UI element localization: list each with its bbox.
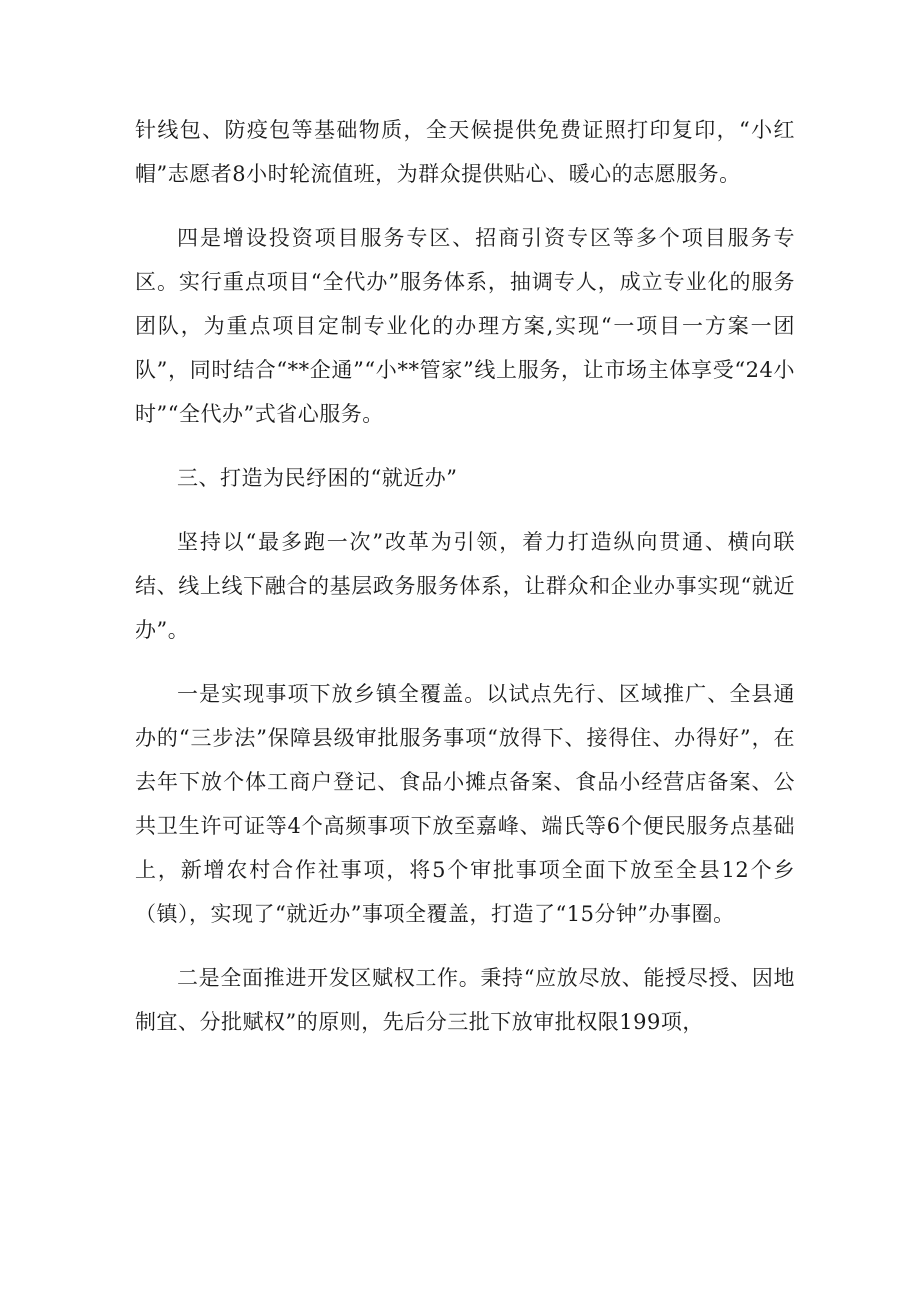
section-heading-3: 三、打造为民纾困的“就近办” xyxy=(177,466,458,490)
paragraph-continued: 针线包、防疫包等基础物质，全天候提供免费证照打印复印，“小红帽”志愿者8小时轮流值班，为群众提供贴心、暖心的志愿服务。 xyxy=(135,118,795,186)
document-body xyxy=(135,108,795,1064)
paragraph-project-service-zone: 四是增设投资项目服务专区、招商引资专区等多个项目服务专区。实行重点项目“全代办”服务体系，抽调专人，成立专业化的服务团队，为重点项目定制专业化的办理方案,实现“一项目一方案一团队”，同时结合“**企通”“小**管家”线上服务，让市场主体享受“24小时”“全代办”式省心服务。 xyxy=(135,226,795,426)
paragraph-section-intro: 坚持以“最多跑一次”改革为引领，着力打造纵向贯通、横向联结、线上线下融合的基层政务服务体系，让群众和企业办事实现“就近办”。 xyxy=(135,530,795,642)
paragraph-township-coverage: 一是实现事项下放乡镇全覆盖。以试点先行、区域推广、全县通办的“三步法”保障县级审批服务事项“放得下、接得住、办得好”，在去年下放个体工商户登记、食品小摊点备案、食品小经营店备案、公共卫生许可证等4个高频事项下放至嘉峰、端氏等6个便民服务点基础上，新增农村合作社事项，将5个审批事项全面下放至全县12个乡（镇），实现了“就近办”事项全覆盖，打造了“15分钟”办事圈。 xyxy=(135,682,795,926)
paragraph-development-zone: 二是全面推进开发区赋权工作。秉持“应放尽放、能授尽授、因地制宜、分批赋权”的原则，先后分三批下放审批权限199项， xyxy=(135,966,795,1034)
